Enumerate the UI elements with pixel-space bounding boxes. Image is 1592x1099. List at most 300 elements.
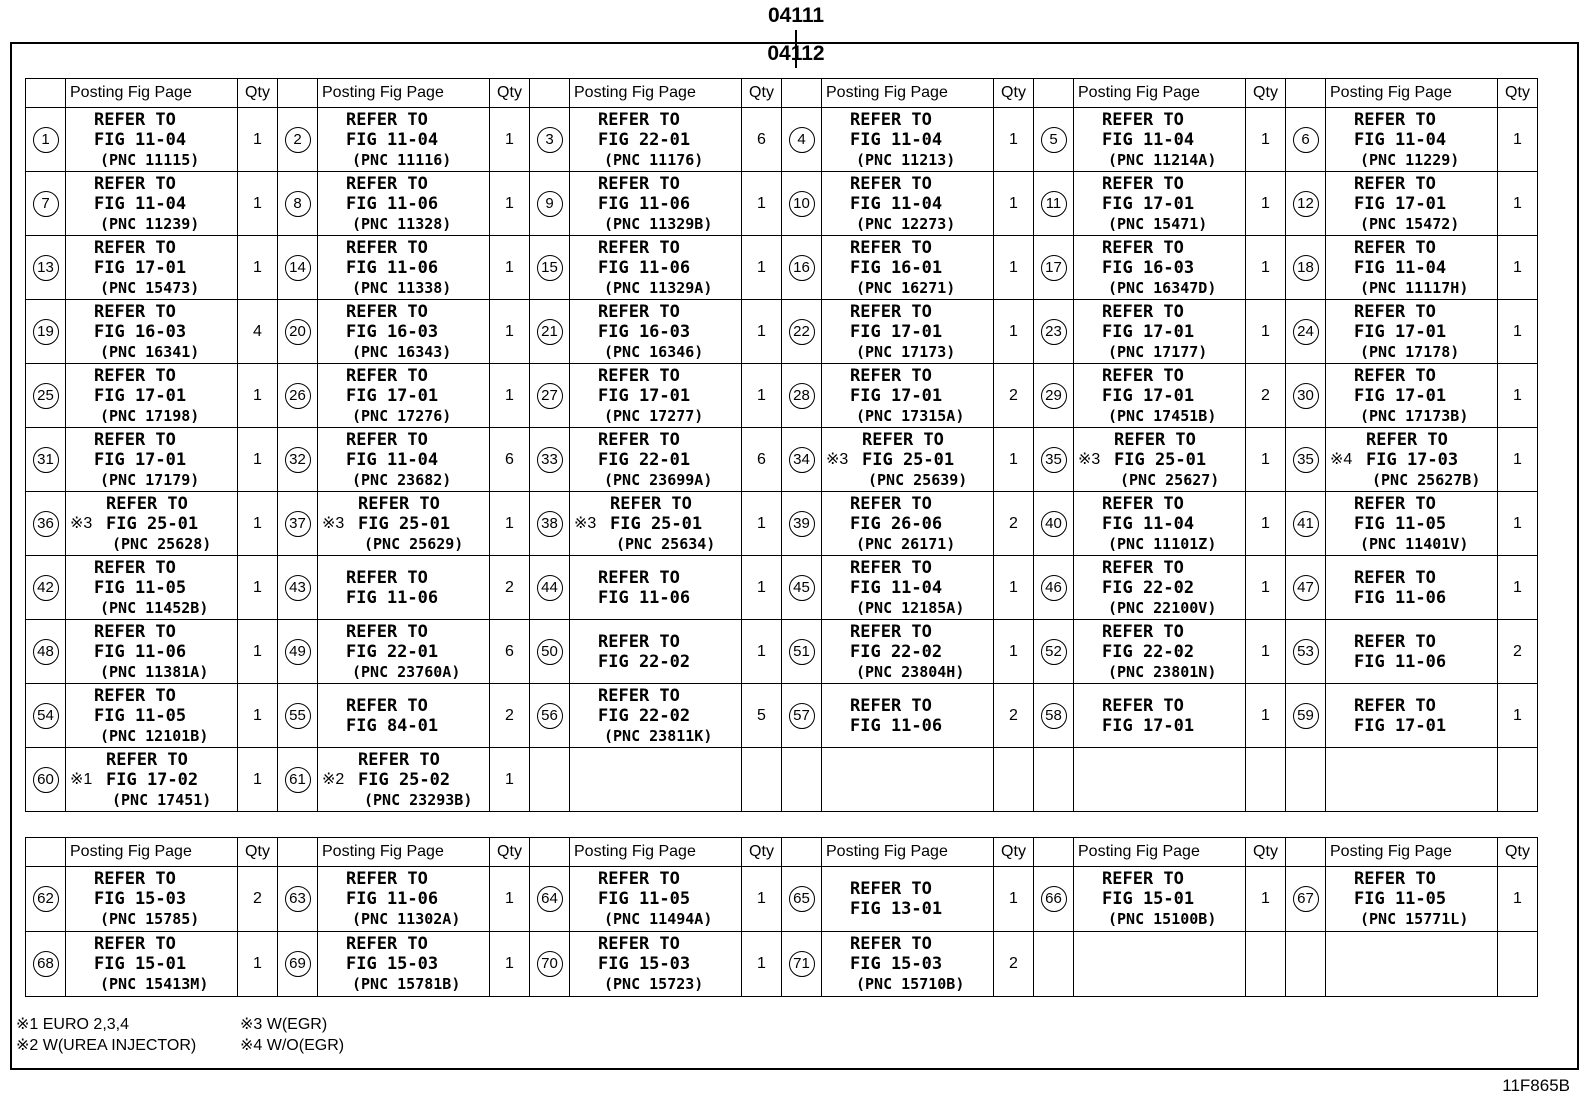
reference-cell: [822, 867, 994, 932]
item-number-cell: [278, 684, 318, 748]
qty-cell: 1: [238, 428, 278, 492]
item-number: 39: [789, 511, 815, 537]
pnc-reference: (PNC 23804H): [856, 662, 965, 681]
item-number-cell: [26, 364, 66, 428]
reference-cell: [822, 492, 994, 556]
fig-reference: FIG 11-04: [1354, 257, 1447, 278]
item-number: 15: [537, 255, 563, 281]
refer-to-text: REFER TO: [358, 493, 440, 514]
refer-to-text: REFER TO: [862, 429, 944, 450]
fig-reference: FIG 26-06: [850, 513, 943, 534]
pnc-reference: (PNC 17179): [100, 470, 200, 489]
reference-table-secondary: [25, 837, 1538, 997]
refer-to-text: REFER TO: [598, 631, 680, 652]
pnc-reference: (PNC 25639): [868, 470, 968, 489]
qty-cell: 1: [742, 492, 782, 556]
note-mark: ※3: [826, 450, 849, 468]
refer-to-text: REFER TO: [346, 934, 428, 954]
refer-to-text: REFER TO: [850, 365, 932, 386]
fig-reference: FIG 16-03: [346, 321, 439, 342]
qty-cell: [994, 748, 1034, 812]
item-number-cell: [278, 108, 318, 172]
fig-reference: FIG 25-02: [358, 769, 451, 790]
fig-reference: FIG 11-05: [94, 705, 187, 726]
pnc-reference: (PNC 11494A): [604, 910, 713, 928]
qty-cell: 1: [1498, 492, 1538, 556]
qty-cell: 2: [1498, 620, 1538, 684]
refer-to-text: REFER TO: [94, 365, 176, 386]
item-number-cell: [278, 492, 318, 556]
qty-cell: 1: [1498, 428, 1538, 492]
refer-to-text: REFER TO: [850, 621, 932, 642]
pnc-reference: (PNC 17451): [112, 790, 212, 809]
item-number: 65: [789, 886, 815, 912]
fig-reference: FIG 22-02: [598, 705, 691, 726]
pnc-reference: (PNC 26171): [856, 534, 956, 553]
fig-reference: FIG 22-02: [850, 641, 943, 662]
pnc-reference: (PNC 11115): [100, 150, 200, 169]
fig-reference: FIG 22-02: [1102, 577, 1195, 598]
fig-reference: FIG 11-06: [1354, 651, 1447, 672]
refer-to-text: REFER TO: [598, 301, 680, 322]
item-number: 37: [285, 511, 311, 537]
qty-cell: 6: [742, 108, 782, 172]
item-number: 25: [33, 383, 59, 409]
pnc-reference: (PNC 25627B): [1372, 470, 1481, 489]
refer-to-text: REFER TO: [1354, 493, 1436, 514]
item-number: 8: [285, 191, 311, 217]
pnc-reference: (PNC 11116): [352, 150, 452, 169]
qty-cell: 1: [742, 867, 782, 932]
fig-reference: FIG 25-01: [610, 513, 703, 534]
qty-cell: 1: [994, 172, 1034, 236]
fig-reference: FIG 17-01: [1354, 385, 1447, 406]
qty-cell: 2: [994, 684, 1034, 748]
item-number: 16: [789, 255, 815, 281]
reference-cell: [66, 867, 238, 932]
item-number: 66: [1041, 886, 1067, 912]
reference-cell: [822, 364, 994, 428]
parent-part-code: 04111: [767, 4, 825, 27]
pnc-reference: (PNC 17451B): [1108, 406, 1217, 425]
qty-cell: [1246, 748, 1286, 812]
pnc-reference: (PNC 16271): [856, 278, 956, 297]
reference-cell: [66, 300, 238, 364]
qty-cell: 1: [1246, 108, 1286, 172]
item-number-cell: [26, 428, 66, 492]
reference-cell: [570, 684, 742, 748]
qty-cell: 1: [1498, 684, 1538, 748]
qty-cell: [742, 748, 782, 812]
refer-to-text: REFER TO: [598, 429, 680, 450]
qty-cell: 1: [238, 492, 278, 556]
item-number-cell: [782, 172, 822, 236]
qty-cell: 1: [490, 867, 530, 932]
reference-table-main: [25, 78, 1538, 812]
item-number-cell: [1286, 556, 1326, 620]
note-mark: ※2: [322, 770, 345, 788]
item-number: 54: [33, 703, 59, 729]
qty-cell: 2: [994, 932, 1034, 997]
refer-to-text: REFER TO: [850, 879, 932, 899]
fig-reference: FIG 22-01: [346, 641, 439, 662]
reference-cell: [318, 492, 490, 556]
refer-to-text: REFER TO: [1354, 365, 1436, 386]
reference-cell: [318, 108, 490, 172]
reference-cell: [570, 492, 742, 556]
reference-cell: [66, 364, 238, 428]
item-number: 32: [285, 447, 311, 473]
qty-cell: 2: [994, 492, 1034, 556]
qty-cell: 1: [742, 364, 782, 428]
item-number: 69: [285, 951, 311, 977]
fig-reference: FIG 25-01: [1114, 449, 1207, 470]
header-posting-fig-page: Posting Fig Page: [66, 79, 238, 108]
header-qty: Qty: [994, 79, 1034, 108]
item-number-cell: [1286, 620, 1326, 684]
item-number-cell: [530, 867, 570, 932]
header-index-cell: [782, 838, 822, 867]
reference-cell: [570, 300, 742, 364]
header-posting-fig-page: Posting Fig Page: [1074, 838, 1246, 867]
item-number: 9: [537, 191, 563, 217]
item-number-cell: [782, 108, 822, 172]
item-number-cell: [1034, 748, 1074, 812]
fig-reference: FIG 11-04: [850, 577, 943, 598]
item-number-cell: [1286, 108, 1326, 172]
reference-cell: [318, 556, 490, 620]
reference-cell: [1074, 620, 1246, 684]
item-number-cell: [278, 172, 318, 236]
item-number: 71: [789, 951, 815, 977]
refer-to-text: REFER TO: [346, 869, 428, 889]
qty-cell: 1: [1498, 236, 1538, 300]
fig-reference: FIG 17-02: [106, 769, 199, 790]
refer-to-text: REFER TO: [1354, 631, 1436, 652]
reference-cell: [66, 236, 238, 300]
qty-cell: 1: [1246, 684, 1286, 748]
item-number: 22: [789, 319, 815, 345]
reference-cell: [1326, 428, 1498, 492]
refer-to-text: REFER TO: [850, 493, 932, 514]
refer-to-text: REFER TO: [346, 567, 428, 588]
refer-to-text: REFER TO: [1366, 429, 1448, 450]
qty-cell: 2: [994, 364, 1034, 428]
pnc-reference: (PNC 11452B): [100, 598, 209, 617]
fig-reference: FIG 15-03: [598, 954, 691, 974]
refer-to-text: REFER TO: [1354, 869, 1436, 889]
fig-reference: FIG 11-05: [598, 889, 691, 909]
reference-cell: [66, 748, 238, 812]
fig-reference: FIG 17-01: [94, 257, 187, 278]
pnc-reference: (PNC 17315A): [856, 406, 965, 425]
qty-cell: 1: [238, 556, 278, 620]
pnc-reference: (PNC 25627): [1120, 470, 1220, 489]
qty-cell: [1498, 932, 1538, 997]
qty-cell: 1: [1498, 364, 1538, 428]
item-number-cell: [26, 300, 66, 364]
reference-cell: [66, 620, 238, 684]
qty-cell: 2: [238, 867, 278, 932]
fig-reference: FIG 11-06: [346, 257, 439, 278]
table-row: [26, 364, 1538, 428]
reference-cell: [570, 620, 742, 684]
item-number-cell: [782, 492, 822, 556]
item-number-cell: [1034, 172, 1074, 236]
note-mark: ※4: [1330, 450, 1353, 468]
pnc-reference: (PNC 11329B): [604, 214, 713, 233]
reference-cell: [570, 172, 742, 236]
reference-cell: [1326, 108, 1498, 172]
refer-to-text: REFER TO: [94, 429, 176, 450]
pnc-reference: (PNC 16347D): [1108, 278, 1217, 297]
item-number: 47: [1293, 575, 1319, 601]
fig-reference: FIG 17-01: [1354, 193, 1447, 214]
refer-to-text: REFER TO: [598, 567, 680, 588]
item-number: 63: [285, 886, 311, 912]
item-number-cell: [26, 867, 66, 932]
refer-to-text: REFER TO: [598, 869, 680, 889]
refer-to-text: REFER TO: [598, 109, 680, 130]
fig-reference: FIG 11-06: [346, 587, 439, 608]
item-number-cell: [26, 620, 66, 684]
reference-cell: [1326, 620, 1498, 684]
qty-cell: 2: [490, 556, 530, 620]
qty-cell: 1: [1498, 867, 1538, 932]
fig-reference: FIG 11-04: [94, 193, 187, 214]
reference-cell: [318, 236, 490, 300]
pnc-reference: (PNC 12101B): [100, 726, 209, 745]
item-number: 5: [1041, 127, 1067, 153]
pnc-reference: (PNC 15781B): [352, 975, 461, 993]
item-number-cell: [1286, 867, 1326, 932]
item-number-cell: [26, 172, 66, 236]
header-posting-fig-page: Posting Fig Page: [66, 838, 238, 867]
header-posting-fig-page: Posting Fig Page: [1326, 838, 1498, 867]
item-number-cell: [782, 556, 822, 620]
qty-cell: 1: [490, 492, 530, 556]
refer-to-text: REFER TO: [94, 621, 176, 642]
item-number: 43: [285, 575, 311, 601]
reference-cell: [570, 932, 742, 997]
refer-to-text: REFER TO: [94, 934, 176, 954]
reference-cell: [318, 364, 490, 428]
item-number-cell: [278, 867, 318, 932]
header-qty: Qty: [238, 838, 278, 867]
note-mark: ※3: [1078, 450, 1101, 468]
pnc-reference: (PNC 17277): [604, 406, 704, 425]
pnc-reference: (PNC 15771L): [1360, 910, 1469, 928]
refer-to-text: REFER TO: [1102, 695, 1184, 716]
item-number-cell: [1286, 364, 1326, 428]
refer-to-text: REFER TO: [598, 173, 680, 194]
fig-reference: FIG 17-01: [1102, 321, 1195, 342]
fig-reference: FIG 16-03: [94, 321, 187, 342]
pnc-reference: (PNC 23293B): [364, 790, 473, 809]
refer-to-text: REFER TO: [598, 685, 680, 706]
item-number: 29: [1041, 383, 1067, 409]
refer-to-text: REFER TO: [850, 695, 932, 716]
item-number: 30: [1293, 383, 1319, 409]
reference-cell: [822, 932, 994, 997]
item-number-cell: [1034, 300, 1074, 364]
reference-cell: [318, 684, 490, 748]
item-number: 7: [33, 191, 59, 217]
item-number: 36: [33, 511, 59, 537]
reference-cell: [66, 492, 238, 556]
pnc-reference: (PNC 11328): [352, 214, 452, 233]
table-row: [26, 172, 1538, 236]
pnc-reference: (PNC 15723): [604, 975, 704, 993]
item-number: 13: [33, 255, 59, 281]
item-number-cell: [26, 932, 66, 997]
note-mark: ※3: [70, 514, 93, 532]
qty-cell: 2: [490, 684, 530, 748]
pnc-reference: (PNC 11329A): [604, 278, 713, 297]
pnc-reference: (PNC 23801N): [1108, 662, 1217, 681]
fig-reference: FIG 11-04: [850, 193, 943, 214]
item-number: 18: [1293, 255, 1319, 281]
pnc-reference: (PNC 15413M): [100, 975, 209, 993]
fig-reference: FIG 11-06: [94, 641, 187, 662]
qty-cell: 2: [1246, 364, 1286, 428]
reference-cell: [570, 556, 742, 620]
refer-to-text: REFER TO: [598, 365, 680, 386]
item-number-cell: [1286, 300, 1326, 364]
fig-reference: FIG 11-05: [1354, 513, 1447, 534]
fig-reference: FIG 15-03: [94, 889, 187, 909]
refer-to-text: REFER TO: [346, 173, 428, 194]
refer-to-text: REFER TO: [106, 749, 188, 770]
refer-to-text: REFER TO: [1354, 173, 1436, 194]
item-number: 38: [537, 511, 563, 537]
footnote-3: ※3 W(EGR): [240, 1016, 328, 1033]
header-posting-fig-page: Posting Fig Page: [318, 838, 490, 867]
qty-cell: 1: [1246, 620, 1286, 684]
header-index-cell: [782, 79, 822, 108]
reference-cell: [1074, 428, 1246, 492]
fig-reference: FIG 17-01: [346, 385, 439, 406]
pnc-reference: (PNC 16346): [604, 342, 704, 361]
item-number-cell: [530, 108, 570, 172]
item-number: 28: [789, 383, 815, 409]
header-qty: Qty: [742, 838, 782, 867]
item-number-cell: [1286, 492, 1326, 556]
item-number: 17: [1041, 255, 1067, 281]
reference-cell: [318, 172, 490, 236]
item-number-cell: [278, 428, 318, 492]
reference-cell: [1326, 172, 1498, 236]
fig-reference: FIG 15-01: [1102, 889, 1195, 909]
item-number: 34: [789, 447, 815, 473]
item-number-cell: [530, 364, 570, 428]
item-number-cell: [1286, 236, 1326, 300]
item-number-cell: [1034, 684, 1074, 748]
pnc-reference: (PNC 11338): [352, 278, 452, 297]
qty-cell: 1: [1498, 172, 1538, 236]
item-number-cell: [278, 932, 318, 997]
reference-cell: [66, 684, 238, 748]
item-number: 35: [1293, 447, 1319, 473]
fig-reference: FIG 17-01: [1102, 193, 1195, 214]
item-number: 58: [1041, 703, 1067, 729]
item-number: 67: [1293, 886, 1319, 912]
item-number-cell: [1286, 748, 1326, 812]
item-number-cell: [1286, 932, 1326, 997]
pnc-reference: (PNC 16343): [352, 342, 452, 361]
item-number: 49: [285, 639, 311, 665]
header-posting-fig-page: Posting Fig Page: [822, 79, 994, 108]
qty-cell: 4: [238, 300, 278, 364]
pnc-reference: (PNC 11401V): [1360, 534, 1469, 553]
fig-reference: FIG 17-01: [1354, 715, 1447, 736]
fig-reference: FIG 17-01: [598, 385, 691, 406]
header-index-cell: [278, 838, 318, 867]
refer-to-text: REFER TO: [346, 237, 428, 258]
item-number-cell: [782, 748, 822, 812]
item-number: 20: [285, 319, 311, 345]
qty-cell: 1: [1246, 300, 1286, 364]
item-number-cell: [26, 108, 66, 172]
fig-reference: FIG 25-01: [106, 513, 199, 534]
item-number: 11: [1041, 191, 1067, 217]
item-number: 35: [1041, 447, 1067, 473]
refer-to-text: REFER TO: [94, 109, 176, 130]
reference-cell: [822, 748, 994, 812]
fig-reference: FIG 11-04: [346, 449, 439, 470]
header-index-cell: [278, 79, 318, 108]
fig-reference: FIG 17-01: [1354, 321, 1447, 342]
qty-cell: 1: [994, 620, 1034, 684]
reference-cell: [1326, 364, 1498, 428]
qty-cell: 1: [994, 108, 1034, 172]
pnc-reference: (PNC 11239): [100, 214, 200, 233]
reference-cell: [1326, 867, 1498, 932]
qty-cell: 1: [1246, 172, 1286, 236]
qty-cell: 6: [742, 428, 782, 492]
qty-cell: 5: [742, 684, 782, 748]
qty-cell: 6: [490, 428, 530, 492]
pnc-reference: (PNC 11214A): [1108, 150, 1217, 169]
pnc-reference: (PNC 17177): [1108, 342, 1208, 361]
refer-to-text: REFER TO: [850, 173, 932, 194]
item-number: 45: [789, 575, 815, 601]
fig-reference: FIG 17-03: [1366, 449, 1459, 470]
reference-cell: [1326, 556, 1498, 620]
header-row: [26, 838, 1538, 867]
refer-to-text: REFER TO: [94, 173, 176, 194]
refer-to-text: REFER TO: [94, 869, 176, 889]
qty-cell: 1: [994, 300, 1034, 364]
fig-reference: FIG 17-01: [1102, 715, 1195, 736]
fig-reference: FIG 84-01: [346, 715, 439, 736]
header-qty: Qty: [490, 838, 530, 867]
fig-reference: FIG 15-03: [850, 954, 943, 974]
fig-reference: FIG 11-05: [94, 577, 187, 598]
qty-cell: 1: [238, 364, 278, 428]
item-number-cell: [278, 364, 318, 428]
reference-cell: [66, 172, 238, 236]
item-number: 50: [537, 639, 563, 665]
reference-cell: [318, 932, 490, 997]
qty-cell: 6: [490, 620, 530, 684]
reference-cell: [1074, 932, 1246, 997]
refer-to-text: REFER TO: [1354, 109, 1436, 130]
qty-cell: [1246, 932, 1286, 997]
refer-to-text: REFER TO: [1354, 301, 1436, 322]
fig-reference: FIG 11-06: [850, 715, 943, 736]
fig-reference: FIG 22-01: [598, 129, 691, 150]
